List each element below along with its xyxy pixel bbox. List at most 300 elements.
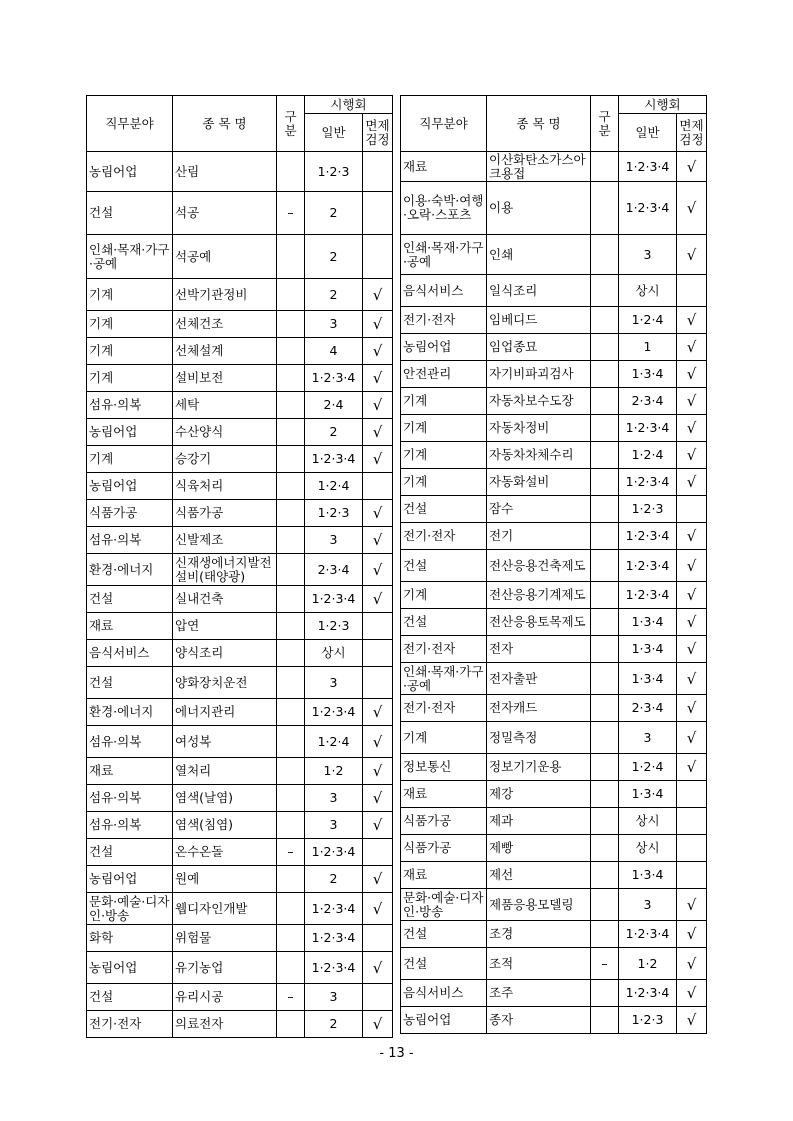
- cell-name: 일식조리: [487, 275, 591, 307]
- cell-name: 제강: [487, 781, 591, 808]
- cell-name: 조주: [487, 980, 591, 1007]
- cell-name: 열처리: [173, 758, 277, 785]
- cell-name: 유리시공: [173, 984, 277, 1011]
- cell-field: 건설: [87, 667, 173, 699]
- cell-field: 건설: [87, 984, 173, 1011]
- cell-name: 에너지관리: [173, 699, 277, 726]
- cell-name: 전산응용건축제도: [487, 550, 591, 582]
- cell-general: 1·2·3·4: [305, 446, 363, 473]
- cell-general: 1·2·3·4: [619, 980, 677, 1007]
- cell-exempt: [363, 667, 393, 699]
- cell-field: 전기·전자: [87, 1011, 173, 1038]
- cell-field: 문화·예술·디자인·방송: [87, 893, 173, 925]
- cell-general: 1·2·4: [305, 473, 363, 500]
- cell-exempt: √: [677, 307, 707, 334]
- cell-exempt: √: [677, 442, 707, 469]
- cell-exempt: √: [677, 1007, 707, 1034]
- cell-field: 식품가공: [401, 835, 487, 862]
- table-row: [401, 636, 707, 663]
- table-row: [87, 893, 393, 925]
- cell-general: 2·4: [305, 392, 363, 419]
- cell-general: 1·2·4: [619, 442, 677, 469]
- cell-field: 기계: [401, 388, 487, 415]
- cell-general: 1·2·3: [305, 613, 363, 640]
- cell-field: 농림어업: [87, 952, 173, 984]
- table-row: [401, 152, 707, 182]
- cell-field: 재료: [87, 758, 173, 785]
- table-row: [401, 182, 707, 235]
- cell-name: 전산응용토목제도: [487, 609, 591, 636]
- cell-name: 식육처리: [173, 473, 277, 500]
- cell-name: 임베디드: [487, 307, 591, 334]
- table-row: [87, 311, 393, 338]
- cell-general: 1·2: [305, 758, 363, 785]
- cell-division: [277, 235, 305, 279]
- cell-division: –: [591, 948, 619, 980]
- cell-field: 재료: [401, 862, 487, 889]
- cell-field: 건설: [87, 839, 173, 866]
- cell-general: 1·2·3·4: [619, 469, 677, 496]
- cell-name: 산림: [173, 152, 277, 192]
- qualification-table-right: [400, 95, 707, 1034]
- cell-general: 1·2·3·4: [305, 952, 363, 984]
- table-row: [401, 722, 707, 754]
- cell-division: [591, 754, 619, 781]
- cell-division: [591, 523, 619, 550]
- table-row: [401, 415, 707, 442]
- table-row: [87, 338, 393, 365]
- cell-division: [591, 582, 619, 609]
- table-row: [87, 279, 393, 311]
- cell-exempt: [677, 275, 707, 307]
- table-row: [401, 609, 707, 636]
- cell-field: 전기·전자: [401, 636, 487, 663]
- cell-name: 여성복: [173, 726, 277, 758]
- cell-general: 2·3·4: [305, 554, 363, 586]
- cell-field: 기계: [87, 446, 173, 473]
- cell-exempt: √: [677, 182, 707, 235]
- cell-exempt: √: [677, 152, 707, 182]
- header-name: 종 목 명: [487, 96, 591, 152]
- cell-exempt: √: [363, 785, 393, 812]
- cell-general: 2·3·4: [619, 388, 677, 415]
- cell-general: 1·2·3: [305, 152, 363, 192]
- cell-field: 전기·전자: [401, 523, 487, 550]
- cell-field: 건설: [87, 586, 173, 613]
- cell-name: 제선: [487, 862, 591, 889]
- cell-exempt: √: [363, 419, 393, 446]
- cell-field: 기계: [401, 722, 487, 754]
- cell-division: [591, 469, 619, 496]
- cell-division: –: [277, 839, 305, 866]
- cell-general: 1·2·3·4: [305, 586, 363, 613]
- cell-exempt: [363, 839, 393, 866]
- cell-name: 압연: [173, 613, 277, 640]
- cell-name: 신발제조: [173, 527, 277, 554]
- cell-general: 1·2·3·4: [619, 550, 677, 582]
- cell-general: 1·2·3·4: [305, 699, 363, 726]
- cell-exempt: [363, 984, 393, 1011]
- table-row: [87, 446, 393, 473]
- cell-name: 자동차보수도장: [487, 388, 591, 415]
- cell-name: 전자출판: [487, 663, 591, 695]
- cell-division: [277, 667, 305, 699]
- cell-field: 기계: [87, 365, 173, 392]
- cell-division: [591, 307, 619, 334]
- cell-name: 위험물: [173, 925, 277, 952]
- cell-division: [277, 893, 305, 925]
- cell-exempt: [677, 496, 707, 523]
- cell-general: 1·2·4: [305, 726, 363, 758]
- cell-general: 3: [305, 812, 363, 839]
- cell-name: 석공예: [173, 235, 277, 279]
- cell-general: 1·2·3: [305, 500, 363, 527]
- table-row: [87, 839, 393, 866]
- cell-exempt: [677, 781, 707, 808]
- cell-field: 농림어업: [401, 334, 487, 361]
- table-row: [87, 667, 393, 699]
- table-row: [401, 781, 707, 808]
- cell-field: 기계: [401, 469, 487, 496]
- cell-exempt: √: [677, 921, 707, 948]
- cell-division: [277, 279, 305, 311]
- table-row: [87, 392, 393, 419]
- cell-name: 온수온돌: [173, 839, 277, 866]
- cell-general: 3: [305, 527, 363, 554]
- cell-field: 건설: [401, 921, 487, 948]
- cell-division: [591, 235, 619, 275]
- cell-exempt: √: [677, 469, 707, 496]
- cell-exempt: [677, 808, 707, 835]
- cell-general: 1·3·4: [619, 781, 677, 808]
- cell-division: [591, 722, 619, 754]
- cell-name: 제과: [487, 808, 591, 835]
- cell-name: 염색(침염): [173, 812, 277, 839]
- cell-field: 환경·에너지: [87, 554, 173, 586]
- cell-exempt: √: [363, 952, 393, 984]
- cell-exempt: √: [677, 948, 707, 980]
- cell-general: 상시: [619, 275, 677, 307]
- cell-name: 정보기기운용: [487, 754, 591, 781]
- cell-general: 1·3·4: [619, 862, 677, 889]
- table-row: [401, 235, 707, 275]
- cell-general: 1·2·3·4: [305, 925, 363, 952]
- cell-field: 섬유·의복: [87, 527, 173, 554]
- cell-field: 이용·숙박·여행·오락·스포츠: [401, 182, 487, 235]
- table-row: [401, 889, 707, 921]
- cell-general: 2: [305, 1011, 363, 1038]
- cell-field: 재료: [401, 152, 487, 182]
- cell-field: 섬유·의복: [87, 726, 173, 758]
- cell-exempt: √: [363, 699, 393, 726]
- cell-division: [591, 361, 619, 388]
- cell-name: 자기비파괴검사: [487, 361, 591, 388]
- cell-field: 섬유·의복: [87, 392, 173, 419]
- cell-field: 농림어업: [87, 152, 173, 192]
- table-row: [401, 835, 707, 862]
- cell-exempt: √: [677, 980, 707, 1007]
- cell-exempt: [677, 862, 707, 889]
- cell-division: [591, 808, 619, 835]
- cell-general: 3: [305, 785, 363, 812]
- table-row: [87, 699, 393, 726]
- cell-field: 기계: [401, 442, 487, 469]
- cell-division: [591, 152, 619, 182]
- cell-name: 선체건조: [173, 311, 277, 338]
- cell-general: 1·2·3·4: [619, 415, 677, 442]
- table-row: [87, 952, 393, 984]
- cell-name: 석공: [173, 192, 277, 235]
- table-row: [401, 862, 707, 889]
- cell-field: 기계: [87, 311, 173, 338]
- cell-field: 농림어업: [87, 419, 173, 446]
- cell-name: 염색(날염): [173, 785, 277, 812]
- cell-field: 화학: [87, 925, 173, 952]
- cell-name: 종자: [487, 1007, 591, 1034]
- cell-field: 재료: [87, 613, 173, 640]
- header-name: 종 목 명: [173, 96, 277, 152]
- header-division: 구분: [591, 96, 619, 152]
- cell-field: 환경·에너지: [87, 699, 173, 726]
- cell-exempt: √: [363, 311, 393, 338]
- cell-division: [277, 311, 305, 338]
- cell-division: [277, 473, 305, 500]
- cell-name: 신재생에너지발전설비(태양광): [173, 554, 277, 586]
- cell-name: 전기: [487, 523, 591, 550]
- cell-division: [591, 182, 619, 235]
- table-row: [87, 866, 393, 893]
- table-row: [87, 785, 393, 812]
- cell-division: [277, 446, 305, 473]
- cell-general: 1·2·3·4: [619, 152, 677, 182]
- cell-exempt: √: [363, 500, 393, 527]
- cell-field: 인쇄·목재·가구·공예: [87, 235, 173, 279]
- cell-division: [591, 550, 619, 582]
- cell-division: [277, 392, 305, 419]
- table-row: [401, 980, 707, 1007]
- cell-general: 1·3·4: [619, 609, 677, 636]
- cell-division: [591, 415, 619, 442]
- cell-name: 전산응용기계제도: [487, 582, 591, 609]
- header-division: 구분: [277, 96, 305, 152]
- table-row: [87, 984, 393, 1011]
- cell-name: 조적: [487, 948, 591, 980]
- cell-field: 문화·예술·디자인·방송: [401, 889, 487, 921]
- cell-general: 1·2·4: [619, 307, 677, 334]
- cell-exempt: √: [677, 582, 707, 609]
- table-row: [401, 334, 707, 361]
- table-row: [401, 754, 707, 781]
- cell-field: 음식서비스: [87, 640, 173, 667]
- cell-general: 3: [305, 984, 363, 1011]
- cell-name: 이산화탄소가스아크용접: [487, 152, 591, 182]
- cell-name: 원예: [173, 866, 277, 893]
- cell-name: 잠수: [487, 496, 591, 523]
- cell-exempt: √: [677, 636, 707, 663]
- table-row: [401, 307, 707, 334]
- cell-field: 안전관리: [401, 361, 487, 388]
- cell-name: 선박기관정비: [173, 279, 277, 311]
- header-exempt: 면제검정: [677, 114, 707, 152]
- cell-division: [277, 554, 305, 586]
- table-row: [401, 550, 707, 582]
- table-row: [401, 1007, 707, 1034]
- cell-exempt: √: [677, 235, 707, 275]
- cell-general: 1·2·3·4: [305, 365, 363, 392]
- cell-division: [277, 866, 305, 893]
- cell-field: 전기·전자: [401, 307, 487, 334]
- header-sessions: 시행회: [619, 96, 707, 114]
- cell-division: [591, 1007, 619, 1034]
- cell-general: 2: [305, 235, 363, 279]
- cell-name: 제빵: [487, 835, 591, 862]
- cell-exempt: [363, 235, 393, 279]
- cell-general: 1·2·3·4: [305, 893, 363, 925]
- cell-division: [277, 152, 305, 192]
- table-row: [401, 496, 707, 523]
- cell-division: [591, 889, 619, 921]
- cell-division: [277, 699, 305, 726]
- table-row: [401, 663, 707, 695]
- cell-field: 인쇄·목재·가구·공예: [401, 235, 487, 275]
- cell-field: 농림어업: [401, 1007, 487, 1034]
- cell-general: 3: [619, 722, 677, 754]
- cell-name: 임업종묘: [487, 334, 591, 361]
- header-exempt: 면제검정: [363, 114, 393, 152]
- cell-division: [277, 338, 305, 365]
- cell-general: 1·2·3: [619, 496, 677, 523]
- cell-name: 자동차차체수리: [487, 442, 591, 469]
- header-general: 일반: [619, 114, 677, 152]
- cell-name: 유기농업: [173, 952, 277, 984]
- cell-division: [277, 758, 305, 785]
- cell-division: [277, 586, 305, 613]
- cell-general: 2: [305, 419, 363, 446]
- cell-division: [591, 388, 619, 415]
- cell-exempt: √: [677, 523, 707, 550]
- cell-exempt: √: [677, 415, 707, 442]
- cell-exempt: √: [363, 758, 393, 785]
- cell-name: 전자: [487, 636, 591, 663]
- cell-general: 2: [305, 866, 363, 893]
- cell-field: 농림어업: [87, 473, 173, 500]
- cell-exempt: √: [363, 392, 393, 419]
- cell-field: 농림어업: [87, 866, 173, 893]
- cell-division: [277, 785, 305, 812]
- cell-general: 1·2·3·4: [619, 523, 677, 550]
- table-row: [87, 1011, 393, 1038]
- cell-field: 식품가공: [401, 808, 487, 835]
- cell-general: 3: [305, 311, 363, 338]
- cell-exempt: √: [363, 866, 393, 893]
- cell-exempt: √: [363, 893, 393, 925]
- table-row: [401, 469, 707, 496]
- cell-exempt: [363, 613, 393, 640]
- cell-general: 1·2·3·4: [619, 921, 677, 948]
- cell-division: [591, 442, 619, 469]
- cell-division: –: [277, 984, 305, 1011]
- cell-division: [591, 835, 619, 862]
- cell-exempt: √: [363, 338, 393, 365]
- cell-general: 1: [619, 334, 677, 361]
- cell-field: 정보통신: [401, 754, 487, 781]
- cell-division: [591, 980, 619, 1007]
- cell-general: 상시: [619, 808, 677, 835]
- cell-division: [277, 952, 305, 984]
- cell-exempt: √: [677, 889, 707, 921]
- table-row: [87, 527, 393, 554]
- table-row: [87, 500, 393, 527]
- header-sessions: 시행회: [305, 96, 393, 114]
- table-row: [87, 419, 393, 446]
- cell-exempt: √: [363, 726, 393, 758]
- cell-general: 1·2·3: [619, 1007, 677, 1034]
- cell-name: 승강기: [173, 446, 277, 473]
- cell-field: 전기·전자: [401, 695, 487, 722]
- cell-general: 상시: [305, 640, 363, 667]
- table-row: [401, 582, 707, 609]
- cell-field: 건설: [401, 609, 487, 636]
- cell-exempt: √: [677, 663, 707, 695]
- page-number: - 13 -: [379, 1046, 414, 1061]
- table-row: [87, 473, 393, 500]
- cell-general: 1·2·4: [619, 754, 677, 781]
- cell-name: 양화장치운전: [173, 667, 277, 699]
- cell-division: [277, 613, 305, 640]
- table-row: [401, 695, 707, 722]
- cell-field: 음식서비스: [401, 275, 487, 307]
- cell-division: [591, 921, 619, 948]
- cell-exempt: [363, 192, 393, 235]
- cell-exempt: [677, 835, 707, 862]
- cell-division: [277, 925, 305, 952]
- cell-field: 섬유·의복: [87, 785, 173, 812]
- cell-general: 1·2: [619, 948, 677, 980]
- table-row: [87, 812, 393, 839]
- cell-name: 전자캐드: [487, 695, 591, 722]
- cell-exempt: √: [677, 754, 707, 781]
- table-row: [401, 361, 707, 388]
- cell-exempt: √: [363, 1011, 393, 1038]
- cell-general: 1·2·3·4: [305, 839, 363, 866]
- table-row: [401, 808, 707, 835]
- cell-name: 웹디자인개발: [173, 893, 277, 925]
- cell-field: 건설: [87, 192, 173, 235]
- cell-exempt: [363, 152, 393, 192]
- table-row: [87, 152, 393, 192]
- table-row: [87, 586, 393, 613]
- table-row: [401, 523, 707, 550]
- cell-division: [277, 365, 305, 392]
- cell-name: 조경: [487, 921, 591, 948]
- cell-exempt: √: [363, 527, 393, 554]
- cell-name: 양식조리: [173, 640, 277, 667]
- cell-field: 건설: [401, 550, 487, 582]
- cell-name: 실내건축: [173, 586, 277, 613]
- cell-name: 선체설계: [173, 338, 277, 365]
- table-row: [87, 554, 393, 586]
- cell-field: 인쇄·목재·가구·공예: [401, 663, 487, 695]
- table-row: [401, 388, 707, 415]
- cell-division: [277, 500, 305, 527]
- qualification-table-left: [86, 95, 393, 1038]
- cell-general: 2: [305, 192, 363, 235]
- cell-exempt: √: [677, 388, 707, 415]
- header-general: 일반: [305, 114, 363, 152]
- cell-exempt: [363, 925, 393, 952]
- cell-division: [591, 275, 619, 307]
- table-row: [87, 192, 393, 235]
